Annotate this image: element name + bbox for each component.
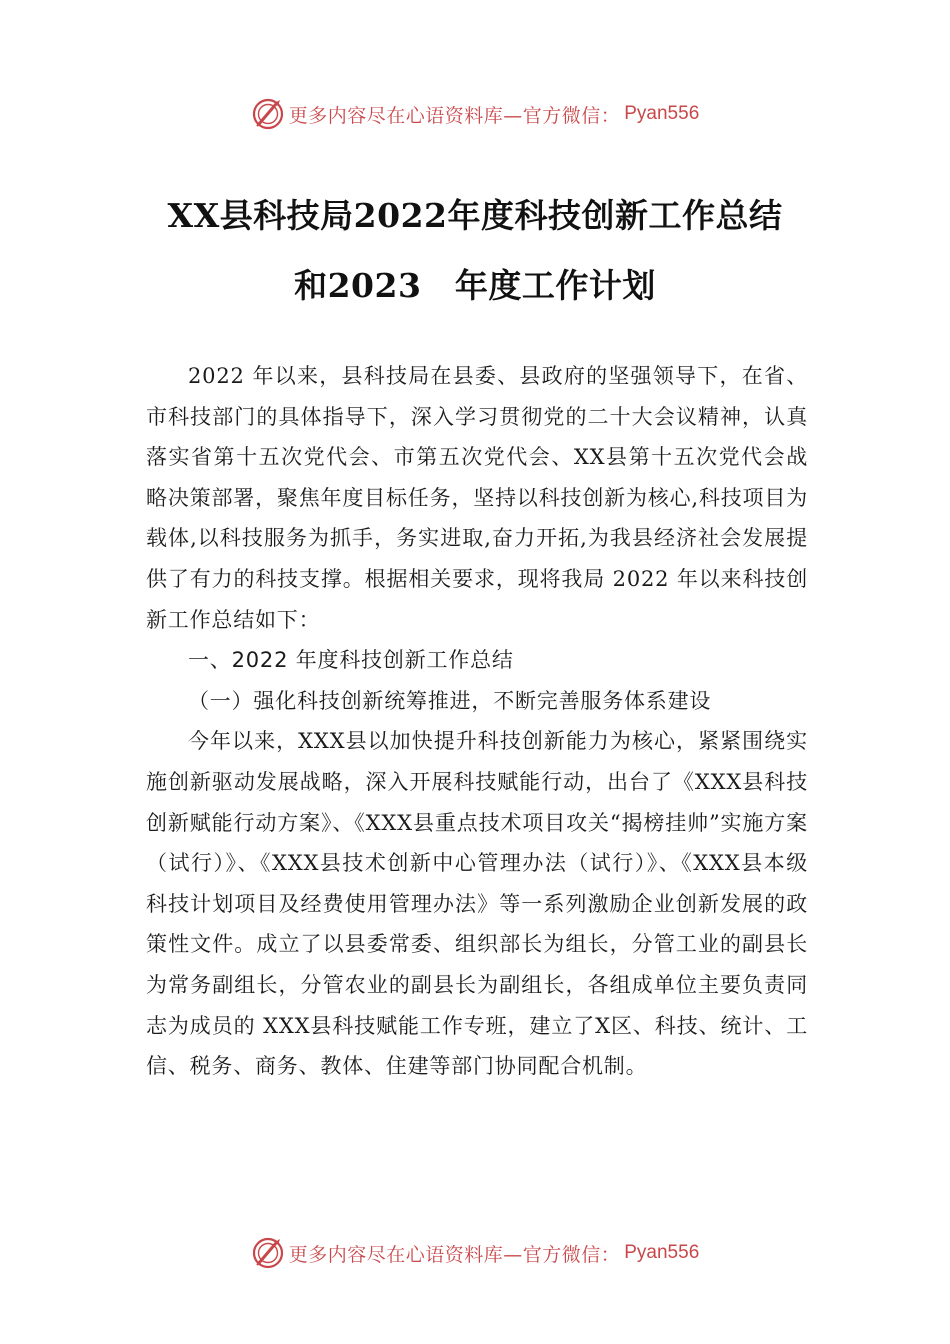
watermark-text: 更多内容尽在心语资料库—官方微信：: [288, 104, 621, 127]
subsection-heading: （一）强化科技创新统筹推进，不断完善服务体系建设: [188, 688, 712, 713]
document-body: [146, 356, 808, 1087]
document-title-line2: 和2023 年度工作计划: [294, 266, 656, 305]
watermark-header: [0, 94, 950, 134]
watermark-wechat-id: Pyan556: [624, 1242, 700, 1263]
brand-logo-icon: [251, 1236, 285, 1270]
brand-logo-icon: [251, 97, 285, 131]
intro-paragraph: 2022 年以来，县科技局在县委、县政府的坚强领导下，在省、市科技部门的具体指导下，深入学习贯彻党的二十大会议精神，认真落实省第十五次党代会、市第五次党代会、XX县第十五次党代会战略决策部署，聚焦年度目标任务，坚持以科技创新为核心,科技项目为载体,以科技服务为抓手，务实进取,奋力开拓,为我县经济社会发展提供了有力的科技支撑。根据相关要求，现将我局 2022 年以来科技创新工作总结如下：: [146, 364, 808, 632]
watermark-footer: [0, 1233, 950, 1273]
section-heading: 一、2022 年度科技创新工作总结: [188, 648, 514, 673]
subsection-paragraph: 今年以来，XXX县以加快提升科技创新能力为核心，紧紧围绕实施创新驱动发展战略，深入开展科技赋能行动，出台了《XXX县科技创新赋能行动方案》、《XXX县重点技术项目攻关“揭榜挂帅”实施方案（试行）》、《XXX县技术创新中心管理办法（试行）》、《XXX县本级科技计划项目及经费使用管理办法》等一系列激励企业创新发展的政策性文件。成立了以县委常委、组织部长为组长，分管工业的副县长为常务副组长，分管农业的副县长为副组长，各组成单位主要负责同志为成员的 XXX县科技赋能工作专班，建立了X区、科技、统计、工信、税务、商务、教体、住建等部门协同配合机制。: [146, 729, 808, 1079]
document-title-line1: XX县科技局2022年度科技创新工作总结: [167, 196, 783, 235]
watermark-text: 更多内容尽在心语资料库—官方微信：: [288, 1243, 621, 1266]
watermark-wechat-id: Pyan556: [624, 103, 700, 124]
